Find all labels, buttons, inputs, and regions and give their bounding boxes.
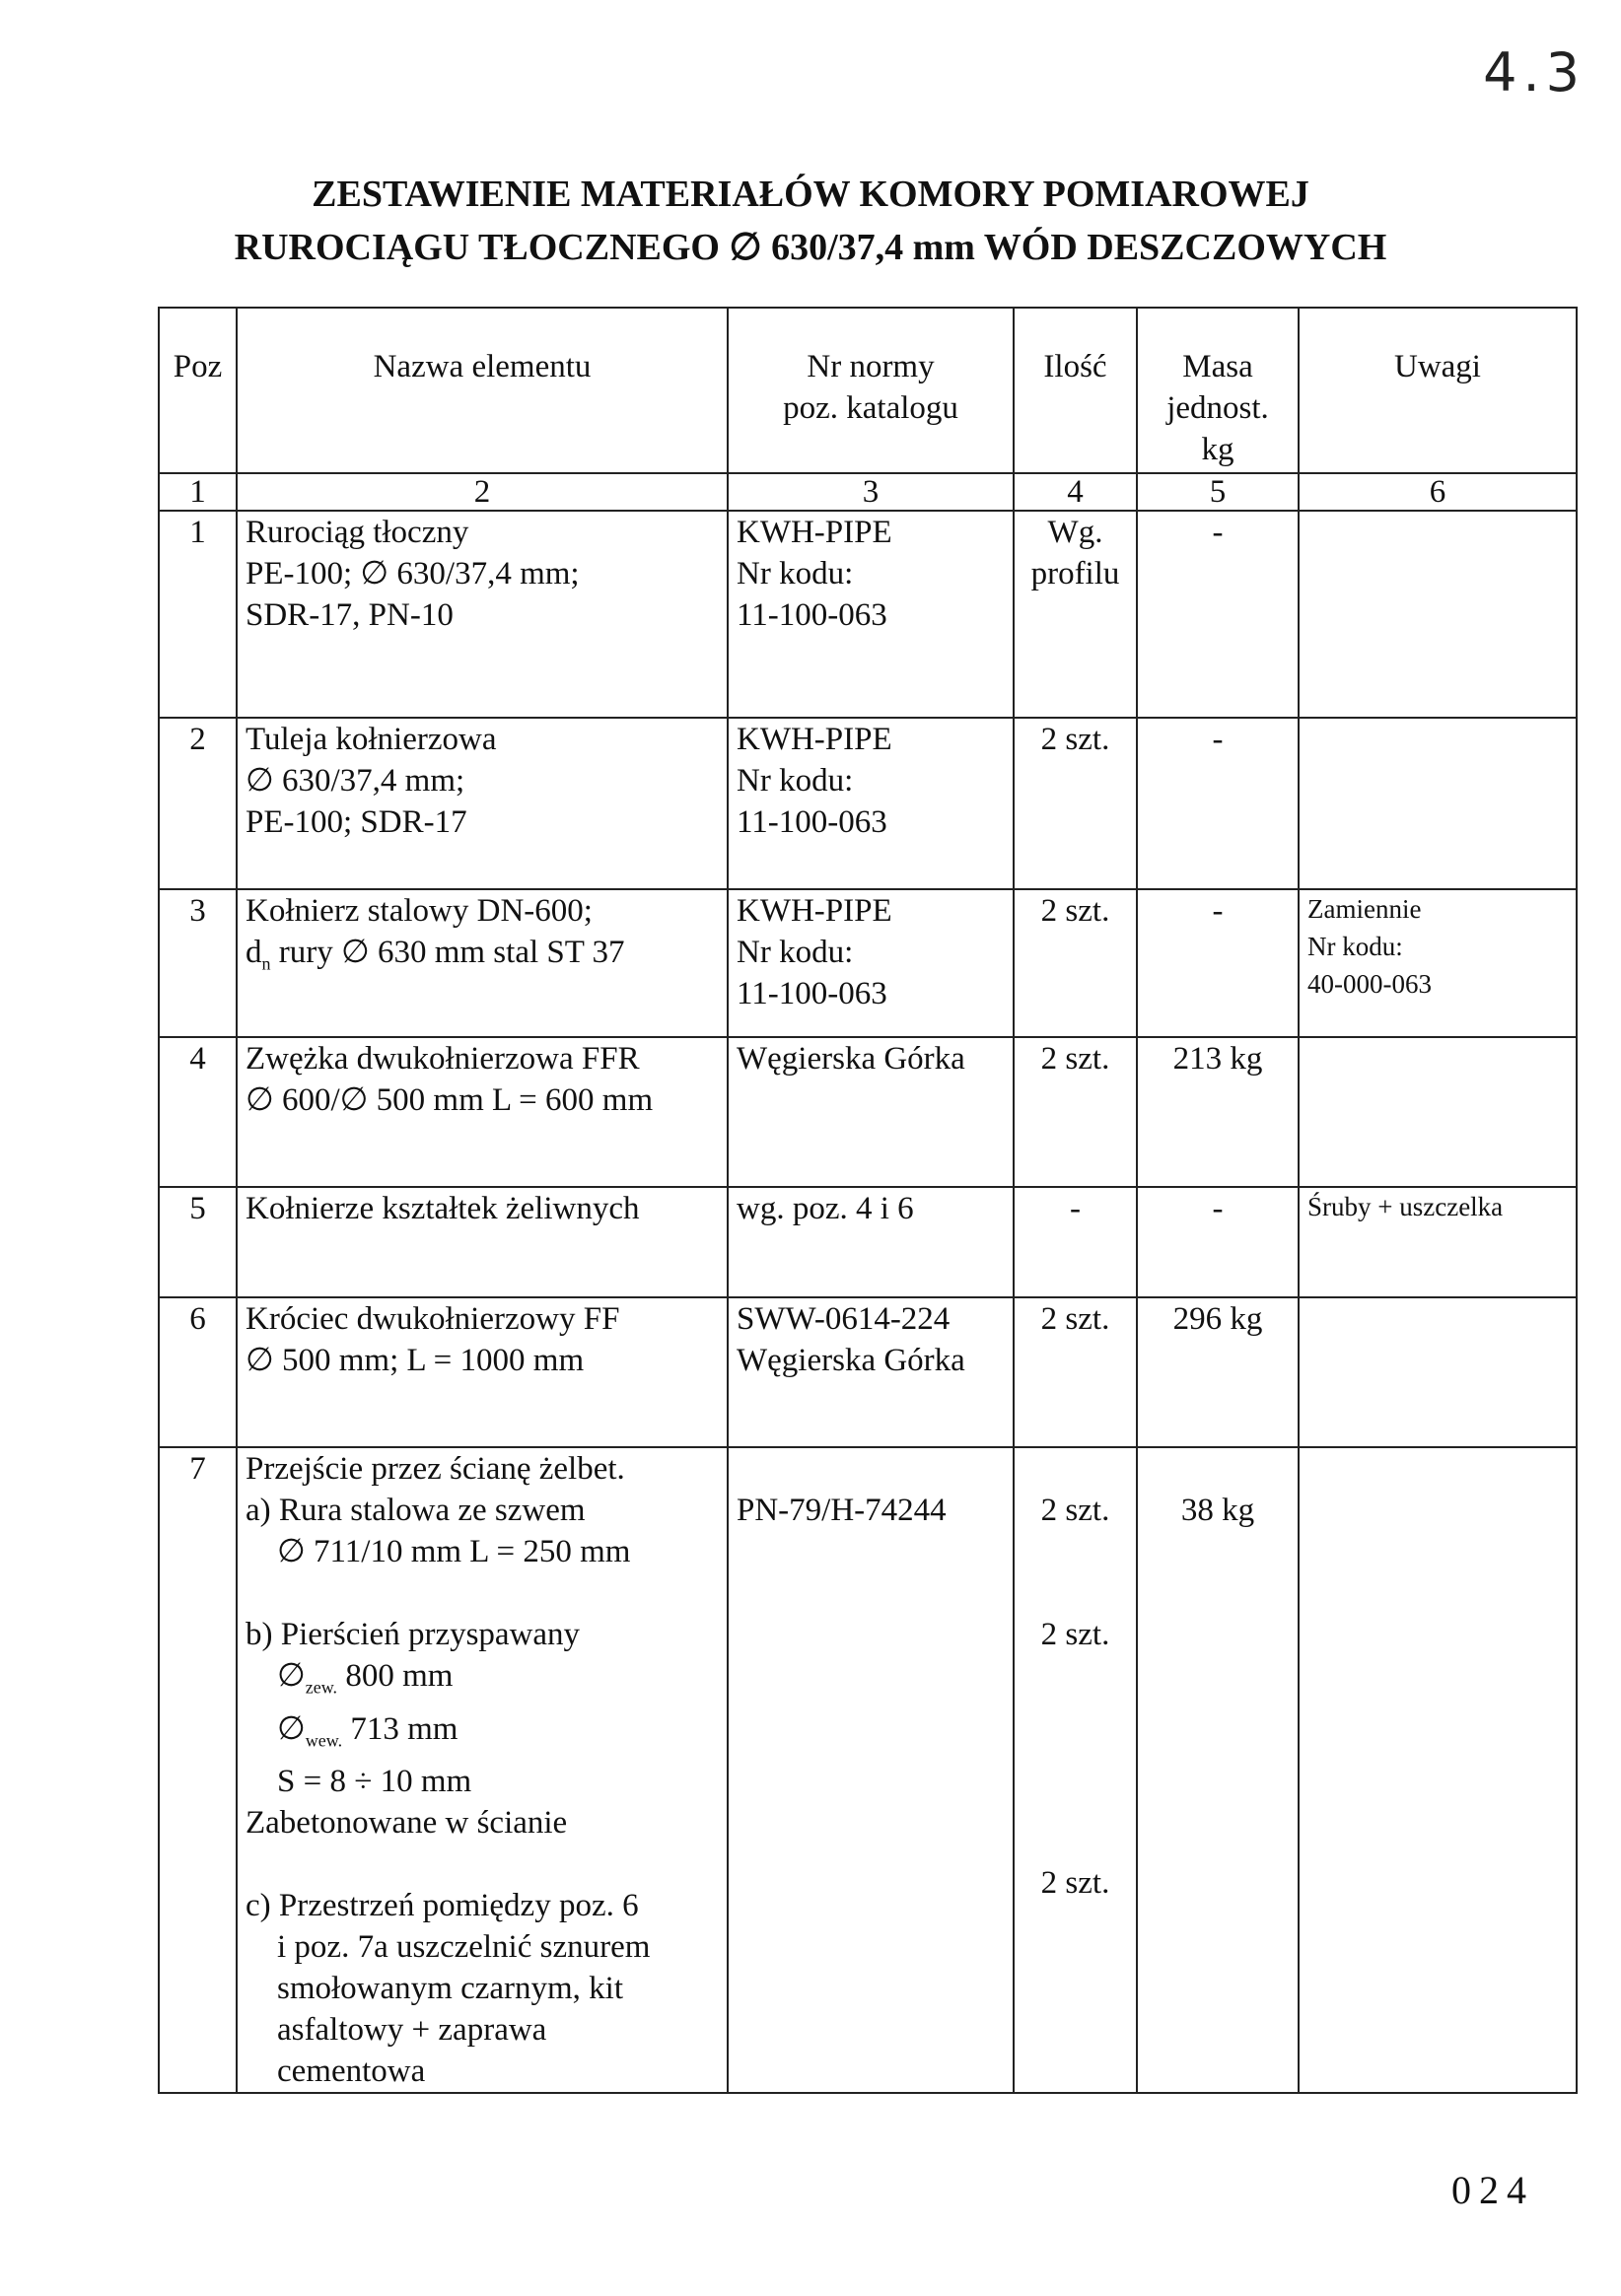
ilosc-line: 2 szt. — [1040, 1617, 1110, 1652]
header-masa-line1: Masa — [1182, 349, 1253, 384]
nazwa-line: ∅ 630/37,4 mm; — [246, 763, 465, 799]
cell-uwagi — [1299, 1447, 1577, 2093]
header-masa — [1137, 308, 1299, 473]
spacer — [246, 1844, 719, 1885]
cell-poz: 4 — [159, 1037, 237, 1187]
norma-line: 11-100-063 — [737, 976, 887, 1011]
diameter-symbol: ∅ — [277, 1710, 306, 1747]
cell-nazwa — [237, 511, 728, 718]
nazwa-line: S = 8 ÷ 10 mm — [277, 1764, 472, 1800]
table-row — [159, 1037, 1577, 1187]
norma-line: KWH-PIPE — [737, 722, 892, 757]
cell-masa — [1137, 1447, 1299, 2093]
table-row — [159, 1187, 1577, 1297]
norma-line: Węgierska Górka — [737, 1041, 965, 1077]
column-number: 4 — [1014, 473, 1137, 511]
cell-masa: - — [1137, 511, 1299, 718]
header-poz: Poz — [159, 308, 237, 473]
column-number: 1 — [159, 473, 237, 511]
nazwa-line: ∅ 500 mm; L = 1000 mm — [246, 1343, 585, 1378]
nazwa-line: Zabetonowane w ścianie — [246, 1805, 568, 1842]
nazwa-line: a) Rura stalowa ze szwem — [246, 1493, 586, 1528]
table-row — [159, 1297, 1577, 1447]
cell-norma — [728, 889, 1014, 1037]
nazwa-line: Rurociąg tłoczny — [246, 515, 469, 550]
table-row — [159, 889, 1577, 1037]
nazwa-line: Przejście przez ścianę żelbet. — [246, 1451, 625, 1487]
spacer — [737, 1448, 1005, 1490]
table-row — [159, 511, 1577, 718]
nazwa-line: Kołnierz stalowy DN-600; — [246, 893, 593, 929]
nazwa-line: ∅ 600/∅ 500 mm L = 600 mm — [246, 1082, 654, 1118]
cell-poz: 3 — [159, 889, 237, 1037]
spacer — [1146, 1448, 1290, 1490]
cell-poz: 7 — [159, 1447, 237, 2093]
cell-poz: 2 — [159, 718, 237, 889]
uwagi-line: Nr kodu: — [1307, 932, 1403, 961]
nazwa-line: PE-100; SDR-17 — [246, 804, 467, 840]
ilosc-line: 2 szt. — [1040, 722, 1110, 757]
nazwa-line: Tuleja kołnierzowa — [246, 722, 497, 757]
cell-poz: 1 — [159, 511, 237, 718]
materials-table — [158, 307, 1578, 2094]
column-number: 6 — [1299, 473, 1577, 511]
norma-line: KWH-PIPE — [737, 893, 892, 929]
norma-line: Nr kodu: — [737, 556, 854, 591]
cell-norma — [728, 1447, 1014, 2093]
nazwa-line: Zwężka dwukołnierzowa FFR — [246, 1041, 640, 1077]
cell-ilosc — [1014, 1447, 1137, 2093]
ilosc-line: 2 szt. — [1040, 893, 1110, 929]
ilosc-line: - — [1070, 1191, 1081, 1226]
nazwa-line: smołowanym czarnym, kit — [277, 1971, 624, 2007]
title-line-2: RUROCIĄGU TŁOCZNEGO ∅ 630/37,4 mm WÓD DESZCZOWYCH — [234, 227, 1387, 268]
cell-norma — [728, 1037, 1014, 1187]
ilosc-line: 2 szt. — [1040, 1301, 1110, 1337]
nazwa-line: PE-100; ∅ 630/37,4 mm; — [246, 556, 580, 591]
nazwa-line: SDR-17, PN-10 — [246, 597, 454, 633]
ilosc-line: 2 szt. — [1040, 1865, 1110, 1901]
cell-uwagi — [1299, 889, 1577, 1037]
diameter-symbol: ∅ — [277, 1658, 306, 1694]
ilosc-line: profilu — [1030, 556, 1120, 591]
header-norma-line1: Nr normy — [807, 349, 935, 384]
uwagi-line: Śruby + uszczelka — [1307, 1192, 1504, 1221]
table-row — [159, 1447, 1577, 2093]
norma-line: 11-100-063 — [737, 597, 887, 633]
cell-ilosc — [1014, 718, 1137, 889]
column-number: 2 — [237, 473, 728, 511]
masa-line: 38 kg — [1180, 1493, 1255, 1528]
ilosc-line: 2 szt. — [1040, 1041, 1110, 1077]
norma-line: Nr kodu: — [737, 935, 854, 970]
symbol-d: d — [246, 935, 262, 970]
cell-nazwa — [237, 1297, 728, 1447]
cell-norma — [728, 718, 1014, 889]
nazwa-line: c) Przestrzeń pomiędzy poz. 6 — [246, 1888, 639, 1924]
cell-nazwa — [237, 718, 728, 889]
nazwa-line: i poz. 7a uszczelnić sznurem — [277, 1929, 651, 1966]
header-row — [159, 308, 1577, 473]
header-masa-line2: jednost. — [1166, 390, 1269, 426]
ilosc-line: 2 szt. — [1040, 1493, 1110, 1528]
header-nazwa: Nazwa elementu — [237, 308, 728, 473]
header-norma — [728, 308, 1014, 473]
cell-ilosc — [1014, 1297, 1137, 1447]
cell-masa: 296 kg — [1137, 1297, 1299, 1447]
nazwa-line — [246, 1655, 719, 1708]
table-row — [159, 718, 1577, 889]
spacer — [1022, 1531, 1128, 1614]
nazwa-line — [246, 1708, 719, 1762]
cell-norma — [728, 1297, 1014, 1447]
column-number-row — [159, 473, 1577, 511]
stamp-number: 024 — [1451, 2168, 1534, 2212]
subscript-wew: wew. — [305, 1730, 343, 1751]
cell-ilosc — [1014, 511, 1137, 718]
cell-ilosc — [1014, 889, 1137, 1037]
cell-norma — [728, 1187, 1014, 1297]
cell-masa: - — [1137, 889, 1299, 1037]
cell-norma — [728, 511, 1014, 718]
uwagi-line: 40-000-063 — [1307, 969, 1432, 999]
column-number: 5 — [1137, 473, 1299, 511]
spacer — [1022, 1655, 1128, 1862]
cell-nazwa — [237, 1187, 728, 1297]
uwagi-line: Zamiennie — [1307, 894, 1422, 924]
nazwa-text: 713 mm — [342, 1710, 458, 1747]
column-number: 3 — [728, 473, 1014, 511]
nazwa-line: ∅ 711/10 mm L = 250 mm — [277, 1534, 631, 1569]
subscript-n: n — [261, 953, 271, 974]
norma-line: PN-79/H-74244 — [737, 1493, 947, 1528]
cell-nazwa — [237, 889, 728, 1037]
cell-poz: 6 — [159, 1297, 237, 1447]
cell-uwagi — [1299, 1187, 1577, 1297]
norma-line: 11-100-063 — [737, 804, 887, 840]
nazwa-line: Kołnierze kształtek żeliwnych — [246, 1191, 640, 1226]
cell-uwagi — [1299, 511, 1577, 718]
header-uwagi: Uwagi — [1299, 308, 1577, 473]
nazwa-text: rury ∅ 630 mm stal ST 37 — [270, 935, 625, 970]
cell-masa: - — [1137, 1187, 1299, 1297]
nazwa-line — [246, 932, 719, 985]
title-line-1: ZESTAWIENIE MATERIAŁÓW KOMORY POMIAROWEJ — [312, 174, 1309, 215]
norma-line: KWH-PIPE — [737, 515, 892, 550]
norma-line: Węgierska Górka — [737, 1343, 965, 1378]
page-number: 4.3 — [1483, 41, 1586, 104]
ilosc-line: Wg. — [1047, 515, 1103, 550]
norma-line: wg. poz. 4 i 6 — [737, 1191, 914, 1226]
cell-ilosc — [1014, 1037, 1137, 1187]
cell-masa: - — [1137, 718, 1299, 889]
cell-ilosc — [1014, 1187, 1137, 1297]
cell-uwagi — [1299, 718, 1577, 889]
document-title — [0, 168, 1621, 274]
cell-uwagi — [1299, 1297, 1577, 1447]
header-masa-line3: kg — [1201, 432, 1234, 467]
cell-nazwa — [237, 1037, 728, 1187]
nazwa-text: 800 mm — [337, 1658, 454, 1694]
header-ilosc: Ilość — [1014, 308, 1137, 473]
norma-line: Nr kodu: — [737, 763, 854, 799]
cell-masa: 213 kg — [1137, 1037, 1299, 1187]
nazwa-line: asfaltowy + zaprawa — [277, 2012, 547, 2049]
cell-uwagi — [1299, 1037, 1577, 1187]
header-norma-line2: poz. katalogu — [783, 390, 958, 426]
nazwa-line: b) Pierścień przyspawany — [246, 1617, 581, 1652]
spacer — [1022, 1448, 1128, 1490]
cell-nazwa — [237, 1447, 728, 2093]
spacer — [246, 1572, 719, 1614]
nazwa-line: Króciec dwukołnierzowy FF — [246, 1301, 620, 1337]
norma-line: SWW-0614-224 — [737, 1301, 951, 1337]
nazwa-line: cementowa — [277, 2053, 426, 2090]
cell-poz: 5 — [159, 1187, 237, 1297]
subscript-zew: zew. — [305, 1677, 338, 1698]
